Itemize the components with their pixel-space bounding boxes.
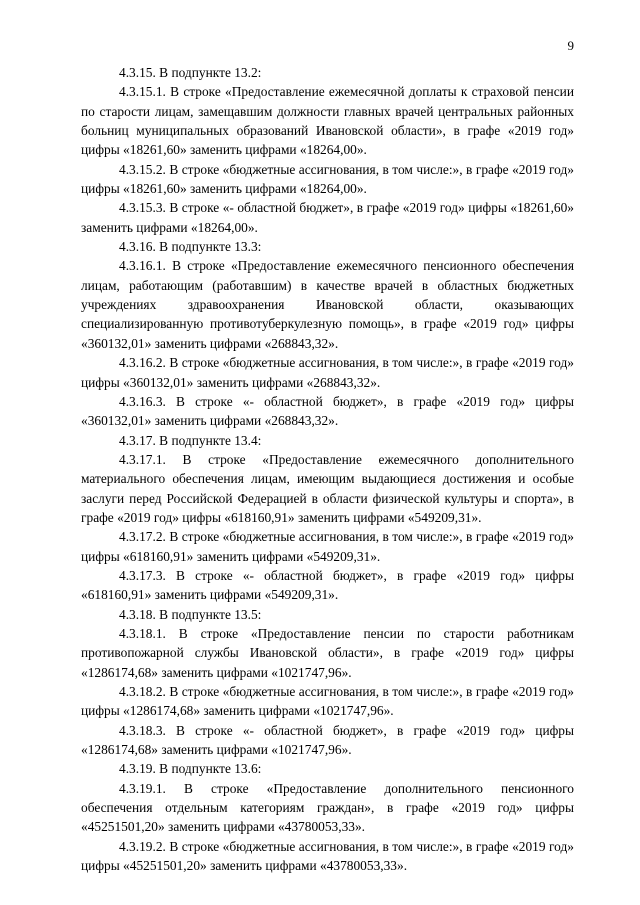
paragraph-4-3-19-2: 4.3.19.2. В строке «бюджетные ассигнования, в том числе:», в графе «2019 год» цифры «45251501,20» заменить цифрами «43780053,33».: [81, 838, 574, 874]
paragraph-4-3-18-3: 4.3.18.3. В строке «- областной бюджет», в графе «2019 год» цифры «1286174,68» заменить цифрами «1021747,96».: [81, 722, 574, 758]
paragraph-4-3-19-1: 4.3.19.1. В строке «Предоставление дополнительного пенсионного обеспечения отдельным категориям граждан», в графе «2019 год» цифры «45251501,20» заменить цифрами «43780053,33».: [81, 780, 574, 835]
page-number: 9: [567, 38, 574, 53]
paragraph-4-3-17-1: 4.3.17.1. В строке «Предоставление ежемесячного дополнительного материального обеспечения лицам, имеющим выдающиеся достижения и особые заслуги перед Российской Федерацией в области физической культуры и спорта», в графе «2019 год» цифры «618160,91» заменить цифрами «549209,31».: [81, 451, 574, 525]
paragraph-4-3-15-3: 4.3.15.3. В строке «- областной бюджет», в графе «2019 год» цифры «18261,60» заменить цифрами «18264,00».: [81, 200, 574, 235]
paragraph-4-3-15: 4.3.15. В подпункте 13.2:: [119, 65, 262, 80]
document-body: [81, 63, 574, 875]
paragraph-4-3-15-1: 4.3.15.1. В строке «Предоставление ежемесячной доплаты к страховой пенсии по старости лицам, замещавшим должности главных врачей центральных районных больниц муниципальных образований Ивановской области», в графе «2019 год» цифры «18261,60» заменить цифрами «18264,00».: [81, 84, 574, 158]
paragraph-4-3-18-2: 4.3.18.2. В строке «бюджетные ассигнования, в том числе:», в графе «2019 год» цифры «1286174,68» заменить цифрами «1021747,96».: [81, 684, 574, 719]
paragraph-4-3-15-2: 4.3.15.2. В строке «бюджетные ассигнования, в том числе:», в графе «2019 год» цифры «18261,60» заменить цифрами «18264,00».: [81, 161, 574, 197]
paragraph-4-3-18-1: 4.3.18.1. В строке «Предоставление пенсии по старости работникам противопожарной службы Ивановской области», в графе «2019 год» цифры «1286174,68» заменить цифрами «1021747,96».: [81, 625, 574, 680]
paragraph-4-3-17-3: 4.3.17.3. В строке «- областной бюджет», в графе «2019 год» цифры «618160,91» заменить цифрами «549209,31».: [81, 567, 574, 603]
paragraph-4-3-17-2: 4.3.17.2. В строке «бюджетные ассигнования, в том числе:», в графе «2019 год» цифры «618160,91» заменить цифрами «549209,31».: [81, 529, 574, 564]
paragraph-4-3-16-1: 4.3.16.1. В строке «Предоставление ежемесячного пенсионного обеспечения лицам, работающим (работавшим) в качестве врачей в областных бюджетных учреждениях здравоохранения Ивановской области, оказывающих специализированную противотуберкулезную помощь», в графе «2019 год» цифры «360132,01» заменить цифрами «268843,32».: [81, 258, 574, 351]
paragraph-4-3-18: 4.3.18. В подпункте 13.5:: [119, 606, 262, 622]
paragraph-4-3-17: 4.3.17. В подпункте 13.4:: [119, 432, 262, 448]
paragraph-4-3-19: 4.3.19. В подпункте 13.6:: [119, 761, 262, 777]
paragraph-4-3-16: 4.3.16. В подпункте 13.3:: [119, 239, 262, 255]
paragraph-4-3-16-3: 4.3.16.3. В строке «- областной бюджет», в графе «2019 год» цифры «360132,01» заменить цифрами «268843,32».: [81, 393, 574, 429]
paragraph-4-3-16-2: 4.3.16.2. В строке «бюджетные ассигнования, в том числе:», в графе «2019 год» цифры «360132,01» заменить цифрами «268843,32».: [81, 355, 574, 390]
